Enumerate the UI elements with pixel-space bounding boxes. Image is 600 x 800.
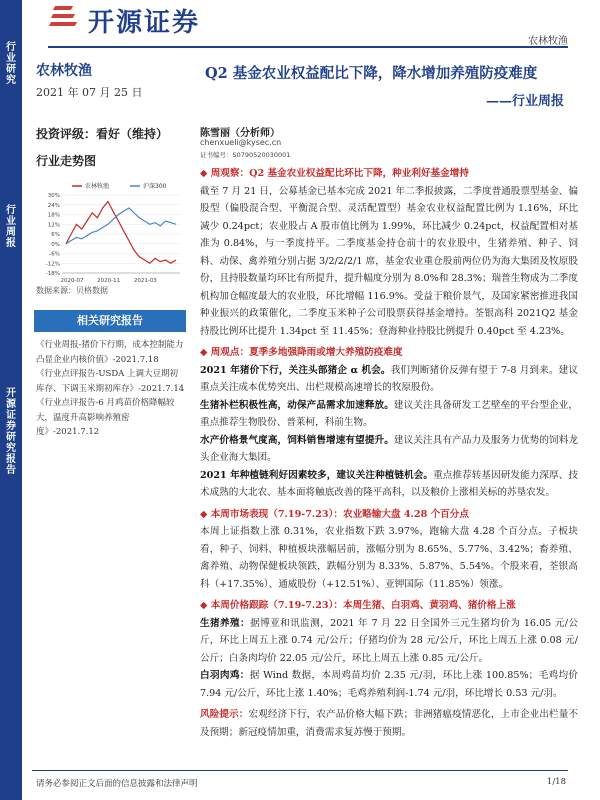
y-tick-label: 12%	[47, 222, 60, 229]
trend-chart	[34, 176, 184, 296]
bullet-icon: ◆	[200, 168, 211, 179]
risk-warning: 风险提示：宏观经济下行，农产品价格大幅下跌；非洲猪瘟疫情恶化，上市企业出栏量不及预期；新冠疫情加重，消费需求复苏慢于预期。	[200, 709, 579, 738]
page-number: 1/18	[546, 777, 566, 787]
x-tick-label: 2021-03	[133, 278, 157, 284]
paragraph: 截至 7 月 21 日，公募基金已基本完成 2021 年二季报披露，二季度普通股票型基金、偏股型（偏股混合型、平衡混合型、灵活配置型）基金农业权益配置比例为 1.16%，环比减少 0.24pct；农业股占 A 股市值比例为 1.99%，环比减少 0.24pct，权益配置相对基准为 0.84%，与一季度持平。二季度基金持仓前十的农业股中，生猪养殖、种子、饲料、动保、禽养殖分别占据 3/2/2/2/1 席，基金农业重仓股前两位仍为海大集团及牧原股份，且持股数量均环比有所提升，提升幅度分别为 8.0%和 28.3%；瑞普生物成为二季度机构加仓幅度最大的农业股，环比增幅 116.9%。受益于粮价景气，及国家紧密推进我国种业振兴的政策催化，二季度玉米种子公司股票获得基金增持。荃银高科 2021Q2 基金持股比例环比提升 1.34pct 至 11.45%；登海种业持股比例提升 0.40pct 至 4.23%。	[200, 185, 578, 337]
report-date: 2021 年 07 月 25 日	[36, 86, 143, 99]
y-tick-label: -6%	[49, 251, 60, 258]
chart-lines	[66, 202, 176, 264]
chart-source: 数据来源：贝格数据	[36, 286, 108, 295]
author-email[interactable]: chenxueli@kysec.cn	[200, 138, 282, 147]
paragraph: 本周上证指数上涨 0.31%，农业指数下跌 3.97%，跑输大盘 4.28 个百分点。子板块看，种子、饲料、种植板块涨幅居前，涨幅分别为 8.65%、5.77%、3.42%；畜养殖、禽养殖、动物保健板块领跌，跌幅分别为 8.33%、5.87%、5.54%。个股来看，荃银高科（+17.35%）、通威股份（+12.51%）、亚钾国际（11.85%）领涨。	[200, 526, 578, 590]
report-title: Q2 基金农业权益配比下降，降水增加养殖防疫难度	[205, 65, 538, 82]
x-tick-label: 2020-07	[60, 278, 84, 284]
related-report-item[interactable]: 《行业点评报告-6 月鸡苗价格降幅较大，温度升高影响养殖密度》-2021.7.12	[36, 398, 175, 437]
bullet-icon: ◆	[200, 600, 211, 611]
report-subtitle: ——行业周报	[485, 94, 564, 109]
investment-rating: 投资评级：看好（维持）	[36, 127, 169, 141]
y-tick-label: 0%	[51, 241, 60, 248]
paragraph: 2021 年种植链利好因素较多，建议关注种植链机会。重点推荐转基因研发能力深厚、技术成熟的大北农、基本面将触底改善的隆平高科，以及粮价上涨相关标的苏垦农发。	[200, 469, 579, 498]
paragraph: 水产价格景气度高，饲料销售增速有望提升。建议关注具有产品力及服务力优势的饲料龙头企业海大集团。	[200, 434, 579, 463]
y-tick-label: -12%	[45, 261, 60, 268]
footer-divider	[32, 770, 568, 771]
trend-chart-title: 行业走势图	[36, 154, 97, 168]
paragraph: 2021 年猪价下行，关注头部猪企 α 机会。我们判断猪价反弹有望于 7-8 月到来。建议重点关注成本优势突出、出栏规模高速增长的牧原股份。	[200, 364, 578, 393]
side-label-bottom: 开源证券研究报告	[6, 388, 16, 476]
side-label-top: 行业研究	[6, 42, 16, 86]
section-heading: ◆ 周观察：Q2 基金农业权益配比环比下降，种业利好基金增持	[200, 168, 469, 179]
section-heading: ◆ 本周价格跟踪（7.19-7.23）：本周生猪、白羽鸡、黄羽鸡、猪价格上涨	[200, 600, 516, 611]
y-tick-label: 6%	[51, 232, 60, 238]
chart-legend	[72, 182, 167, 190]
side-label-middle: 行业周报	[6, 205, 16, 249]
footer-disclaimer: 请务必参阅正文后面的信息披露和法律声明	[36, 779, 198, 789]
related-reports-list	[36, 338, 186, 440]
brand-name: 开源证券	[88, 8, 201, 38]
paragraph: 生猪养殖：据博亚和讯监测，2021 年 7 月 22 日全国外三元生猪均价为 16.05 元/公斤，环比上周五上涨 0.74 元/公斤；仔猪均价为 28 元/公斤，环比上周五上涨 0.08 元/公斤；白条肉均价 22.05 元/公斤，环比上周五上涨 0.85 元/公斤。	[200, 617, 578, 664]
related-reports-title: 相关研究报告	[34, 310, 186, 332]
y-tick-label: 18%	[47, 212, 60, 219]
related-report-item[interactable]: 《行业点评报告-USDA 上调大豆期初库存、下调玉米期初库存》-2021.7.14	[36, 369, 185, 394]
bullet-icon: ◆	[200, 347, 211, 358]
y-tick-label: 30%	[47, 193, 60, 199]
logo-mark-icon	[50, 6, 80, 32]
y-tick-label: -18%	[45, 271, 60, 277]
legend-label: 沪深300	[143, 183, 167, 190]
chart-x-ticks	[61, 278, 158, 284]
side-strip	[0, 0, 22, 800]
author-certificate: 证书编号：S0790520030001	[200, 151, 291, 159]
legend-label: 农林牧渔	[85, 183, 110, 190]
y-tick-label: 24%	[47, 202, 60, 209]
section-heading: ◆ 本周市场表现（7.19-7.23）：农业略输大盘 4.28 个百分点	[200, 508, 469, 520]
x-tick-label: 2020-11	[97, 278, 121, 284]
related-report-item[interactable]: 《行业周报-猪价下行期，成本控制能力凸显企业内核价值》-2021.7.18	[36, 340, 184, 365]
chart-y-ticks	[46, 193, 60, 277]
header-divider	[48, 46, 568, 48]
series-line-0	[66, 202, 176, 264]
paragraph: 白羽肉鸡：据 Wind 数据，本周鸡苗均价 2.35 元/羽，环比上涨 100.85%；毛鸡均价 7.94 元/公斤，环比上涨 1.40%；毛鸡养殖利润-1.74 元/羽，环比增长 0.53 元/羽。	[200, 670, 579, 699]
header-sector-tag: 农林牧渔	[528, 36, 568, 47]
paragraph: 生猪补栏积极性高，动保产品需求加速释放。建议关注具备研发工艺壁垒的平台型企业，重点推荐生物股份、普莱柯，科前生物。	[200, 399, 579, 428]
section-heading: ◆ 周观点：夏季多地强降雨或增大养殖防疫难度	[200, 347, 403, 358]
sector-name: 农林牧渔	[36, 63, 92, 79]
bullet-icon: ◆	[200, 508, 211, 520]
author-name: 陈雪丽（分析师）	[200, 128, 280, 139]
report-body	[200, 165, 578, 741]
brand-logo	[50, 2, 240, 38]
